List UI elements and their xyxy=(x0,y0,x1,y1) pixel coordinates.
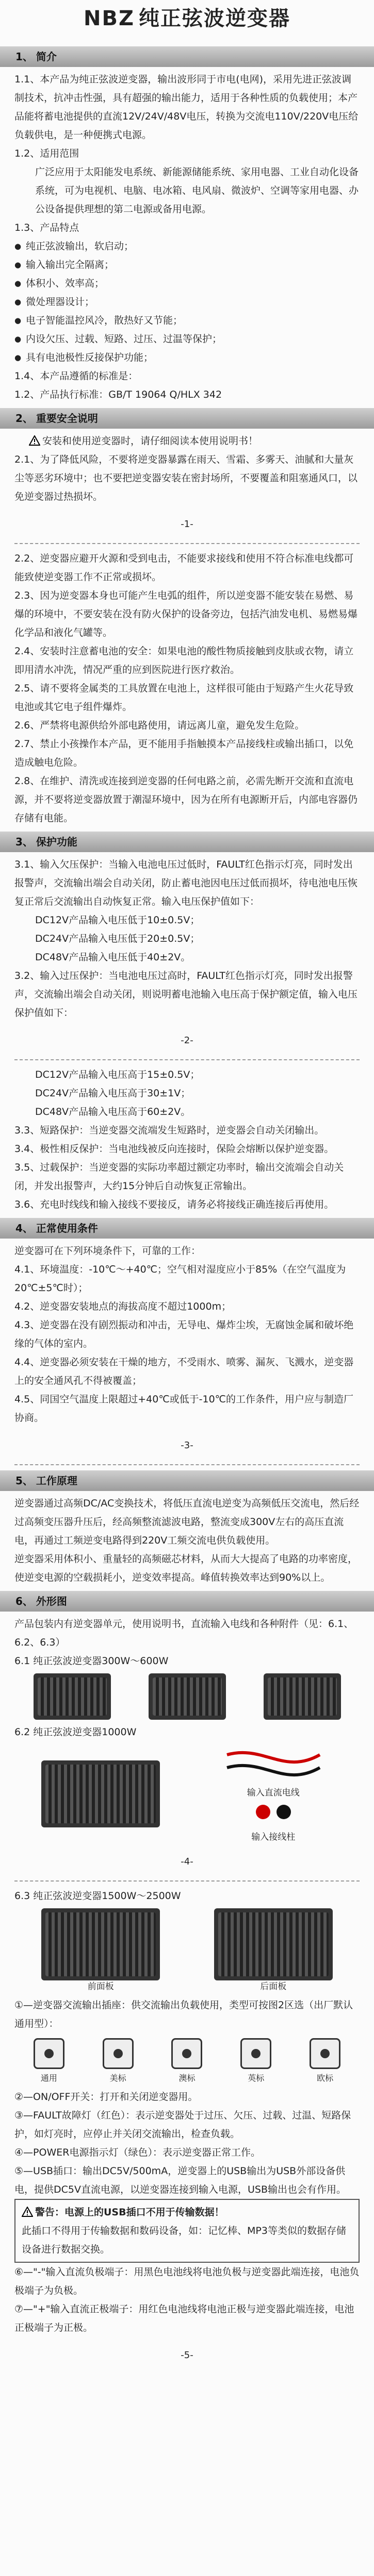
socket-label: 欧标 xyxy=(317,2073,334,2083)
protection-item: 3.5、过载保护：当逆变器的实际功率超过额定功率时，输出交流端会自动关闭，并发出报警声，大约15分钟后自动恢复正常输出。 xyxy=(14,1162,344,1192)
principle-paragraph: 逆变器采用体积小、重量轻的高频磁芯材料，从而大大提高了电路的功率密度，使逆变电源的空载损耗小，逆变效率提高。峰值转换效率达到90%以上。 xyxy=(14,1553,358,1583)
figure-63 xyxy=(14,1908,360,1993)
back-caption: 后面板 xyxy=(260,1981,287,1992)
socket-type xyxy=(95,2038,141,2088)
feature-item: ● 输入输出完全隔离； xyxy=(14,256,360,274)
voltage-limit: DC24V产品输入电压高于30±1V； xyxy=(35,1088,191,1099)
protection-item: 3.2、输入过压保护：当电池电压过高时，FAULT红色指示灯亮，同时发出报警声，交流输出端会自动关闭，则说明蓄电池输入电压高于保护额定值，输入电压保护值如下： xyxy=(14,970,358,1019)
legend-item: ②—ON/OFF开关：打开和关闭逆变器用。 xyxy=(14,2091,198,2103)
condition-item: 4.4、逆变器必须安装在干燥的地方，不受雨水、喷雾、漏灰、飞溅水，逆变器上的安全通风孔不得被覆盖； xyxy=(14,1357,354,1386)
safety-note xyxy=(14,432,360,450)
section-number: 6、 xyxy=(15,1595,33,1607)
socket-type xyxy=(164,2038,210,2088)
feature-item: ● 纯正弦波输出，软启动； xyxy=(14,237,360,256)
socket-icon xyxy=(103,2038,134,2069)
usb-warning-text: 此插口不得用于传输数据和数码设备，如：记忆棒、MP3等类似的数据存储设备进行数据交换。 xyxy=(22,2225,346,2255)
front-caption: 前面板 xyxy=(87,1981,114,1992)
terminal-icon xyxy=(253,1799,294,1825)
section-number: 5、 xyxy=(15,1475,33,1487)
warning-icon xyxy=(22,2207,33,2217)
safety-item: 2.7、禁止小孩操作本产品，更不能用手指触摸本产品接线柱或输出插口，以免造成触电危险。 xyxy=(14,738,354,768)
inverter-image-1000w xyxy=(41,1760,160,1827)
title-text: 纯正弦波逆变器 xyxy=(138,7,290,30)
scope-paragraph: 广泛应用于太阳能发电系统、新能源储能系统、家用电器、工业自动化设备系统，可为电视机、电脑、电冰箱、电风扇、微波炉、空调等家用电器、办公设备提供理想的第二电源或备用电源。 xyxy=(35,166,359,215)
section-header-shapes xyxy=(0,1591,374,1612)
terminal-caption: 输入接线柱 xyxy=(251,1832,296,1842)
condition-item: 4.1、环境温度：-10℃～+40℃；空气相对湿度应小于85%（在空气温度为20℃±5℃时）； xyxy=(14,1264,346,1294)
heat-fins xyxy=(153,1677,222,1716)
safety-item: 2.2、逆变器应避开火源和受到电击，不能要求接线和使用不符合标准电线都可能致使逆变器工作不正常或损坏。 xyxy=(14,553,354,583)
safety-item: 2.1、为了降低风险，不要将逆变器暴露在雨天、雪霜、多雾天、油腻和大量灰尘等恶劣环境中；也不要把逆变器安装在密封场所，不要覆盖和阻塞通风口，以免逆变器过热损坏。 xyxy=(14,454,358,502)
figure-title: 6.2 纯正弦波逆变器1000W xyxy=(14,1726,137,1738)
socket-label: 通用 xyxy=(40,2073,57,2083)
condition-item: 4.5、同国空气温度上限超过+40℃或低于-10℃的工作条件，用户应与制造厂协商。 xyxy=(14,1394,354,1423)
legend-item: ⑤—USB插口：输出DC5V/500mA，逆变器上的USB输出为USB外部设备供电，提供DC5V直流电源，以逆变器连接到输入电源，USB输出也会有作用。 xyxy=(14,2165,346,2195)
section-header-safety xyxy=(0,408,374,429)
section-number: 3、 xyxy=(15,836,33,848)
socket-icon xyxy=(240,2038,271,2069)
section-header-intro xyxy=(0,46,374,67)
intro-paragraph: 1.1、本产品为纯正弦波逆变器，输出波形同于市电(电网)，采用先进正弦波调制技术，抗冲击性强，具有超强的输出能力，适用于各种性质的负载使用；本产品能将蓄电池提供的直流12V/24V/48V电压，转换为交流电110V/220V电压给负载供电，是一种便携式电源。 xyxy=(14,74,359,141)
page-separator xyxy=(14,1059,360,1060)
inverter-image-300w-side xyxy=(149,1673,226,1720)
page-number: -4- xyxy=(181,1856,193,1867)
brand-name: NBZ xyxy=(84,7,135,30)
safety-note-text: 安装和使用逆变器时，请仔细阅读本使用说明书！ xyxy=(42,435,258,447)
protection-block xyxy=(0,855,374,1214)
section-number: 4、 xyxy=(15,1222,33,1234)
section-header-protection xyxy=(0,832,374,852)
socket-label: 澳标 xyxy=(178,2073,196,2083)
cable-caption: 输入直流电线 xyxy=(247,1788,300,1798)
warning-icon xyxy=(29,435,40,446)
feature-item: ● 内设欠压、过载、短路、过压、过温等保护； xyxy=(14,330,360,348)
safety-item: 2.6、严禁将电源供给外部电路使用，请远离儿童，避免发生危险。 xyxy=(14,720,305,731)
safety-block xyxy=(0,432,374,827)
principle-paragraph: 逆变器通过高频DC/AC变换技术，将低压直流电逆变为高频低压交流电，然后经过高频变压器升压后，经高频整流滤波电路，整流变成300V左右的高压直流电，再通过工频逆变电路得到220V工频交流电供负载使用。 xyxy=(14,1498,360,1546)
safety-item: 2.8、在维护、清洗或连接到逆变器的任何电路之前，必需先断开交流和直流电源，并不要将逆变器放置于潮湿环境中，因为在所有电源断开后，内部电容器仍存储有电能。 xyxy=(14,775,358,824)
socket-type xyxy=(26,2038,72,2088)
heat-fins xyxy=(268,1677,337,1716)
inverter-image-2500w-front xyxy=(41,1908,160,1980)
feature-item: ● 体积小、效率高； xyxy=(14,274,360,293)
section-title: 工作原理 xyxy=(36,1475,77,1487)
voltage-limit: DC48V产品输入电压高于60±2V。 xyxy=(35,1106,191,1117)
socket-type xyxy=(233,2038,279,2088)
page-number: -3- xyxy=(181,1440,193,1451)
inverter-front xyxy=(41,1908,160,1993)
section-title: 简介 xyxy=(36,50,57,63)
voltage-limit: DC48V产品输入电压低于40±2V。 xyxy=(35,952,191,963)
section-header-conditions xyxy=(0,1218,374,1239)
shapes-block xyxy=(0,1615,374,2365)
conditions-block xyxy=(0,1242,374,1465)
socket-label: 美标 xyxy=(109,2073,126,2083)
protection-item: 3.1、输入欠压保护：当输入电池电压过低时，FAULT红色指示灯亮，同时发出报警声，交流输出端会自动关闭，防止蓄电池因电压过低而损坏，待电池电压恢复正常后交流输出自动恢复正常。输入电压保护值如下： xyxy=(14,859,358,907)
section-title: 外形图 xyxy=(36,1595,67,1607)
protection-item: 3.6、充电时线线和输入接线不要接反，请务必将接线正确连接后再使用。 xyxy=(14,1199,334,1210)
voltage-limit: DC24V产品输入电压低于20±0.5V； xyxy=(35,933,200,944)
heat-fins xyxy=(45,1912,156,1976)
page-number: -2- xyxy=(181,1035,193,1046)
feature-item: ● 微处理器设计； xyxy=(14,293,360,311)
feature-item: ● 具有电池极性反接保护功能； xyxy=(14,348,360,367)
legend-item: ⑦—"+"输入直流正极端子：用红色电池线将电池正极与逆变器此端连接，电池正极端子为正极。 xyxy=(14,2303,354,2333)
accessories xyxy=(214,1744,333,1843)
condition-item: 4.2、逆变器安装地点的海拔高度不超过1000m； xyxy=(14,1301,232,1312)
section-header-principle xyxy=(0,1470,374,1491)
intro-block xyxy=(0,70,374,404)
safety-item: 2.4、安装时注意蓄电池的安全：如果电池的酸性物质接触到皮肤或衣物，请立即用清水冲洗，情况严重的应到医院进行医疗救治。 xyxy=(14,646,354,675)
usb-warning-box xyxy=(14,2199,360,2263)
page-separator xyxy=(14,1880,360,1882)
heat-fins xyxy=(38,1677,107,1716)
features-title: 1.3、产品特点 xyxy=(14,222,79,233)
standard-code: 1.2、产品执行标准：GB/T 19064 Q/HLX 342 xyxy=(14,389,222,400)
legend-item: ③—FAULT故障灯（红色）：表示逆变器处于过压、欠压、过载、过温、短路保护，如灯亮时，应停止并关闭交流输出，检查负载。 xyxy=(14,2110,351,2140)
legend-item: ⑥—"-"输入直流负极端子：用黑色电池线将电池负极与逆变器此端连接，电池负极端子为负极。 xyxy=(14,2266,360,2296)
inverter-image-300w xyxy=(34,1673,111,1720)
voltage-limit: DC12V产品输入电压高于15±0.5V； xyxy=(35,1069,200,1080)
protection-item: 3.3、短路保护：当逆变器交流端发生短路时，逆变器会自动关闭输出。 xyxy=(14,1125,324,1136)
socket-icon xyxy=(34,2038,64,2069)
legend-item: ①—逆变器交流输出插座：供交流输出负载使用，类型可按图2区选（出厂默认通用型）： xyxy=(14,1999,353,2029)
usb-warning-title xyxy=(22,2203,352,2222)
inverter-image-600w xyxy=(264,1673,341,1720)
page-separator xyxy=(14,1464,360,1465)
section-title: 正常使用条件 xyxy=(36,1222,98,1234)
socket-icon xyxy=(171,2038,202,2069)
cable-icon xyxy=(222,1744,325,1781)
safety-item: 2.3、因为逆变器本身也可能产生电弧的组件，所以逆变器不能安装在易燃、易爆的环境中，不要安装在没有防火保护的设备旁边，包括汽油发电机、易燃易爆化学品和液化气罐等。 xyxy=(14,590,358,638)
heat-fins xyxy=(218,1912,329,1976)
inverter-front-view xyxy=(41,1760,160,1827)
standard-line: 1.4、本产品遵循的标准是： xyxy=(14,370,138,382)
page-number: -1- xyxy=(181,519,193,530)
section-title: 保护功能 xyxy=(36,836,77,848)
inverter-image-2500w-back xyxy=(214,1908,333,1980)
document-title xyxy=(0,0,374,42)
figure-title: 6.3 纯正弦波逆变器1500W～2500W xyxy=(14,1890,181,1902)
socket-icon xyxy=(310,2038,340,2069)
voltage-limit: DC12V产品输入电压低于10±0.5V； xyxy=(35,914,200,926)
figure-62 xyxy=(14,1744,360,1843)
figure-61 xyxy=(14,1673,360,1720)
section-title: 重要安全说明 xyxy=(36,412,98,425)
heat-fins xyxy=(45,1765,156,1823)
safety-item: 2.5、请不要将金属类的工具放置在电池上，这样很可能由于短路产生火花导致电池或其它电子组件爆炸。 xyxy=(14,683,354,713)
scope-title: 1.2、适用范围 xyxy=(14,148,79,159)
socket-types xyxy=(14,2038,360,2088)
section-number: 2、 xyxy=(15,412,33,425)
shapes-intro: 产品包装内有逆变器单元，使用说明书，直流输入电线和各种附件（见：6.1、6.2、6.3） xyxy=(14,1618,354,1648)
feature-item: ● 电子智能温控风冷，散热好又节能； xyxy=(14,311,360,330)
usb-warning-heading: 警告：电源上的USB插口不用于传输数据！ xyxy=(35,2207,224,2218)
page-number: -5- xyxy=(181,2350,193,2361)
section-number: 1、 xyxy=(15,50,33,63)
principle-block xyxy=(0,1494,374,1587)
socket-label: 英标 xyxy=(248,2073,265,2083)
protection-item: 3.4、极性相反保护：当电池线被反向连接时，保险会熔断以保护逆变器。 xyxy=(14,1143,334,1155)
inverter-back xyxy=(214,1908,333,1993)
conditions-intro: 逆变器可在下列环境条件下，可靠的工作： xyxy=(14,1245,201,1257)
condition-item: 4.3、逆变器在没有剧烈振动和冲击，无导电、爆炸尘埃，无腐蚀金属和破坏绝缘的气体的室内。 xyxy=(14,1319,354,1349)
page-separator xyxy=(14,543,360,544)
socket-type xyxy=(302,2038,348,2088)
figure-title: 6.1 纯正弦波逆变器300W～600W xyxy=(14,1655,169,1667)
legend-item: ④—POWER电源指示灯（绿色）：表示逆变器正常工作。 xyxy=(14,2147,261,2158)
